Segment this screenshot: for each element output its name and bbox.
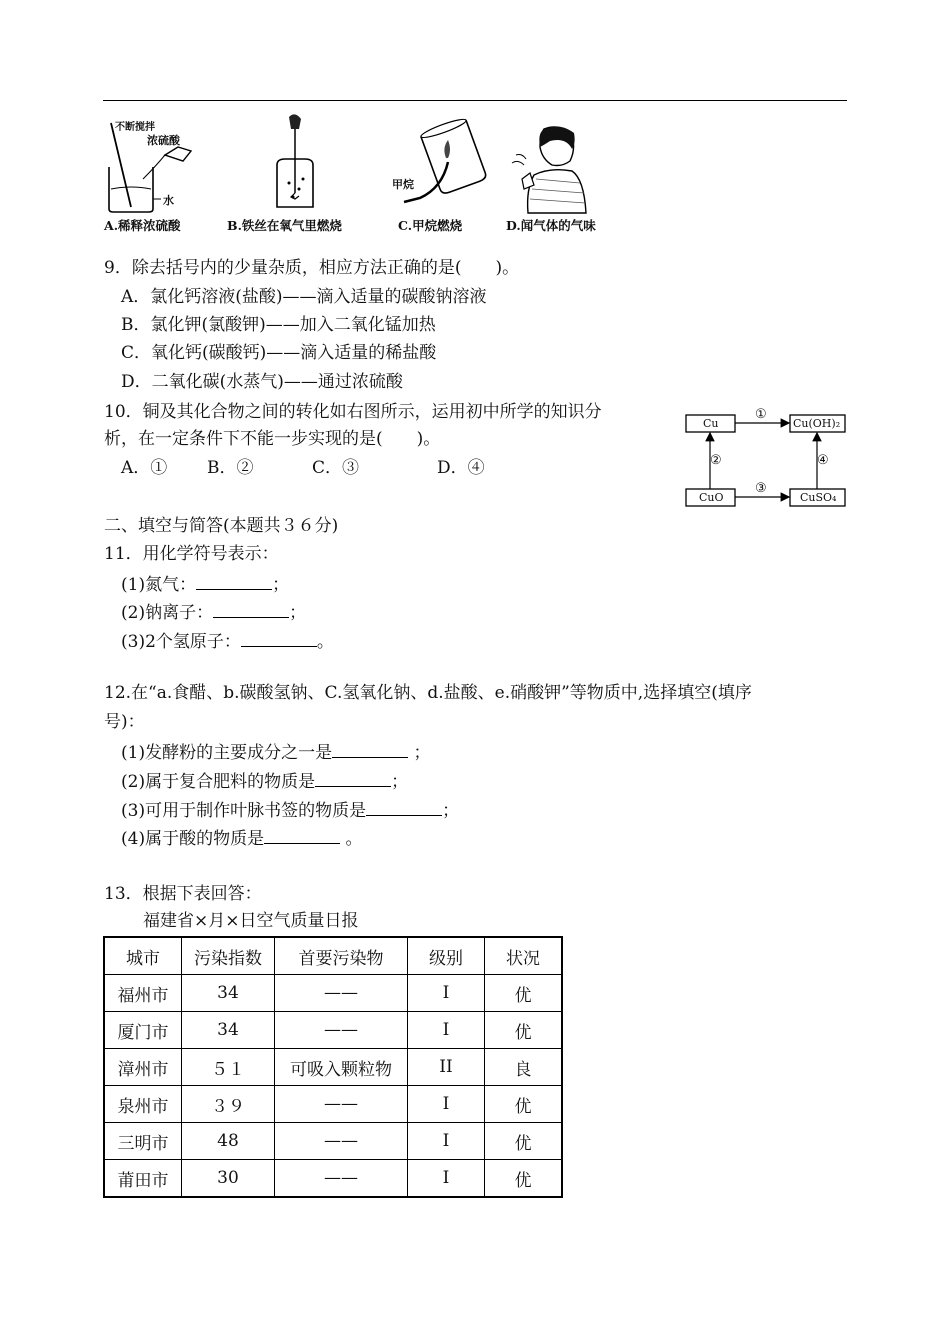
table-row bbox=[104, 1012, 562, 1049]
table-cell: 优 bbox=[485, 1012, 563, 1049]
q10-option-c: C．③ bbox=[312, 458, 360, 478]
table-cell: 厦门市 bbox=[104, 1012, 182, 1049]
table-row bbox=[104, 975, 562, 1012]
node-cuso4: CuSO₄ bbox=[800, 491, 837, 504]
table-cell: 三明市 bbox=[104, 1123, 182, 1160]
caption-d: D.闻气体的气味 bbox=[506, 218, 596, 233]
node-cu: Cu bbox=[703, 417, 719, 430]
table-cell: —— bbox=[275, 1160, 408, 1198]
tag-water: 水 bbox=[163, 194, 174, 207]
table-cell: 莆田市 bbox=[104, 1160, 182, 1198]
q12-item-2: (2)属于复合肥料的物质是 ； bbox=[121, 772, 409, 792]
iron-wire-jar-icon bbox=[265, 113, 325, 213]
label-2: ② bbox=[710, 453, 722, 468]
q9-stem: 9．除去括号内的少量杂质，相应方法正确的是( )。 bbox=[104, 258, 520, 278]
table-cell: I bbox=[408, 1012, 485, 1049]
q9-option-b: B．氯化钾(氯酸钾)——加入二氧化锰加热 bbox=[121, 315, 436, 335]
table-cell: 48 bbox=[182, 1123, 275, 1160]
table-cell: 福州市 bbox=[104, 975, 182, 1012]
table-cell: II bbox=[408, 1049, 485, 1086]
table-cell: ５１ bbox=[182, 1049, 275, 1086]
table-cell: I bbox=[408, 1123, 485, 1160]
table-cell: 34 bbox=[182, 975, 275, 1012]
table-row bbox=[104, 1049, 562, 1086]
table-cell: —— bbox=[275, 1123, 408, 1160]
q10-option-b: B．② bbox=[207, 458, 254, 478]
table-cell: 泉州市 bbox=[104, 1086, 182, 1123]
header-cell: 污染指数 bbox=[182, 937, 275, 975]
methane-flame-icon bbox=[390, 118, 495, 213]
header-cell: 首要污染物 bbox=[275, 937, 408, 975]
table-title: 福建省×月×日空气质量日报 bbox=[143, 911, 359, 931]
q10-option-d: D．④ bbox=[437, 458, 485, 478]
table-row bbox=[104, 1086, 562, 1123]
table-cell: 优 bbox=[485, 975, 563, 1012]
tag-stir: 不断搅拌 bbox=[115, 122, 155, 133]
illustration-a bbox=[103, 115, 218, 215]
q10-stem-line2: 析，在一定条件下不能一步实现的是( )。 bbox=[104, 429, 441, 449]
answer-blank[interactable] bbox=[196, 573, 272, 590]
answer-blank[interactable] bbox=[213, 601, 289, 618]
table-header-row bbox=[104, 937, 562, 975]
table-cell: I bbox=[408, 1160, 485, 1198]
caption-a: A.稀释浓硫酸 bbox=[104, 218, 181, 233]
tag-acid: 浓硫酸 bbox=[147, 134, 180, 147]
q12-stem-line1: 12.在“a.食醋、b.碳酸氢钠、C.氢氧化钠、d.盐酸、e.硝酸钾”等物质中,选择填空(填序 bbox=[104, 683, 752, 703]
q12-stem-line2: 号)： bbox=[104, 712, 145, 732]
table-cell: I bbox=[408, 1086, 485, 1123]
tag-methane: 甲烷 bbox=[392, 178, 414, 191]
q12-item-3: (3)可用于制作叶脉书签的物质是 ； bbox=[121, 801, 460, 821]
table-row bbox=[104, 1123, 562, 1160]
node-cuoh2: Cu(OH)₂ bbox=[793, 417, 841, 430]
q11-stem: 11．用化学符号表示： bbox=[104, 544, 279, 564]
label-4: ④ bbox=[817, 453, 829, 468]
q9-option-a: A．氯化钙溶液(盐酸)——滴入适量的碳酸钠溶液 bbox=[121, 287, 487, 307]
q12-item-4: (4)属于酸的物质是 。 bbox=[121, 829, 363, 849]
answer-blank[interactable] bbox=[264, 827, 340, 844]
table-cell: 良 bbox=[485, 1049, 563, 1086]
table-cell: 优 bbox=[485, 1123, 563, 1160]
person-smelling-icon bbox=[510, 123, 590, 215]
copper-conversion-diagram bbox=[683, 403, 848, 511]
illustration-d bbox=[510, 123, 590, 215]
answer-blank[interactable] bbox=[315, 770, 391, 787]
section2-heading: 二、填空与简答(本题共３６分) bbox=[104, 516, 339, 536]
caption-b: B.铁丝在氧气里燃烧 bbox=[227, 218, 342, 233]
answer-blank[interactable] bbox=[366, 799, 442, 816]
q11-item-1: (1)氮气： ； bbox=[121, 575, 290, 595]
q10-stem-line1: 10．铜及其化合物之间的转化如右图所示，运用初中所学的知识分 bbox=[104, 402, 602, 422]
header-rule bbox=[103, 100, 847, 101]
table-cell: —— bbox=[275, 975, 408, 1012]
q13-stem: 13．根据下表回答： bbox=[104, 884, 262, 904]
table-cell: 可吸入颗粒物 bbox=[275, 1049, 408, 1086]
q9-option-c: C．氧化钙(碳酸钙)——滴入适量的稀盐酸 bbox=[121, 343, 437, 363]
table-cell: 漳州市 bbox=[104, 1049, 182, 1086]
illustration-b bbox=[265, 113, 325, 213]
table-cell: 优 bbox=[485, 1160, 563, 1198]
illustration-c bbox=[390, 118, 495, 213]
q11-item-2: (2)钠离子： ； bbox=[121, 603, 307, 623]
air-quality-table bbox=[103, 936, 563, 1198]
q11-item-3: (3)2个氢原子： 。 bbox=[121, 632, 334, 652]
table-cell: —— bbox=[275, 1086, 408, 1123]
label-3: ③ bbox=[755, 481, 767, 496]
table-cell: —— bbox=[275, 1012, 408, 1049]
table-cell: 30 bbox=[182, 1160, 275, 1198]
table-cell: 优 bbox=[485, 1086, 563, 1123]
table-cell: ３９ bbox=[182, 1086, 275, 1123]
caption-c: C.甲烷燃烧 bbox=[398, 218, 463, 233]
table-cell: I bbox=[408, 975, 485, 1012]
answer-blank[interactable] bbox=[241, 630, 317, 647]
q9-option-d: D．二氧化碳(水蒸气)——通过浓硫酸 bbox=[121, 372, 403, 392]
header-cell: 城市 bbox=[104, 937, 182, 975]
table-cell: 34 bbox=[182, 1012, 275, 1049]
table-row bbox=[104, 1160, 562, 1198]
node-cuo: CuO bbox=[699, 491, 724, 504]
q10-option-a: A．① bbox=[121, 458, 168, 478]
label-1: ① bbox=[755, 407, 767, 422]
q12-item-1: (1)发酵粉的主要成分之一是 ； bbox=[121, 743, 431, 763]
header-cell: 级别 bbox=[408, 937, 485, 975]
header-cell: 状况 bbox=[485, 937, 563, 975]
answer-blank[interactable] bbox=[332, 741, 408, 758]
